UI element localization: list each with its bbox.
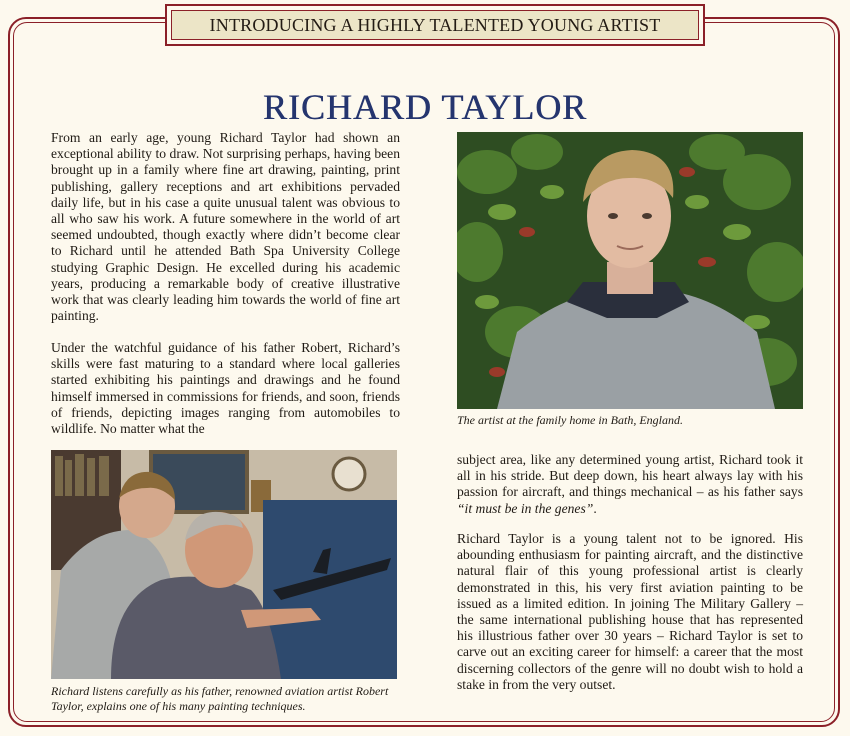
banner-text: INTRODUCING A HIGHLY TALENTED YOUNG ARTIST [171, 10, 699, 40]
page-title: RICHARD TAYLOR [262, 87, 588, 128]
header-banner [165, 4, 705, 46]
studio-caption: Richard listens carefully as his father, renowned aviation artist Robert Taylor, explains one of his many painting techniques. [51, 684, 389, 713]
continuation-end: . [593, 500, 597, 516]
studio-photo [51, 450, 397, 679]
genes-quote: “it must be in the genes” [457, 500, 594, 516]
guidance-paragraph: Under the watchful guidance of his father Robert, Richard’s skills were fast maturing to a standard where local galleries started exhibiting his paintings and drawings and he found himself immersed in commissions for friends, and soon, friends of friends, depicting images ranging from automobiles to wildlife. No matter what the [51, 340, 400, 437]
career-paragraph: Richard Taylor is a young talent not to be ignored. His abounding enthusiasm for painting aircraft, and the distinctive natural flair of this young professional artist is clearly demonstrated in this, his very first aviation painting to be issued as a limited edition. In joining The Military Gallery – the same international publishing house that has represented his illustrious father over 30 years – Richard Taylor is set to carve out an exciting career for himself: a career that the most discerning collectors of the genre will no doubt wish to hold a stake in from the very outset. [457, 531, 803, 692]
continuation-paragraph [457, 452, 803, 517]
portrait-photo [457, 132, 803, 409]
intro-paragraph: From an early age, young Richard Taylor had shown an exceptional ability to draw. Not surprising perhaps, having been brought up in a family where fine art drawing, painting, print publishing, gallery receptions and art exhibitions pervaded daily life, but in his case a quite unusual talent was obvious to all who saw his work. A future somewhere in the world of art seemed undoubted, though exactly where didn’t become clear to Richard until he attended Bath Spa University College studying Graphic Design. He excelled during his academic years, producing a remarkable body of creative illustrative work that was clearly leading him towards the world of fine art painting. [51, 130, 400, 324]
continuation-text: subject area, like any determined young artist, Richard took it all in his stride. But deep down, his heart always lay with his passion for aircraft, and things mechanical – as his father says [457, 452, 803, 500]
portrait-caption: The artist at the family home in Bath, England. [457, 413, 683, 427]
